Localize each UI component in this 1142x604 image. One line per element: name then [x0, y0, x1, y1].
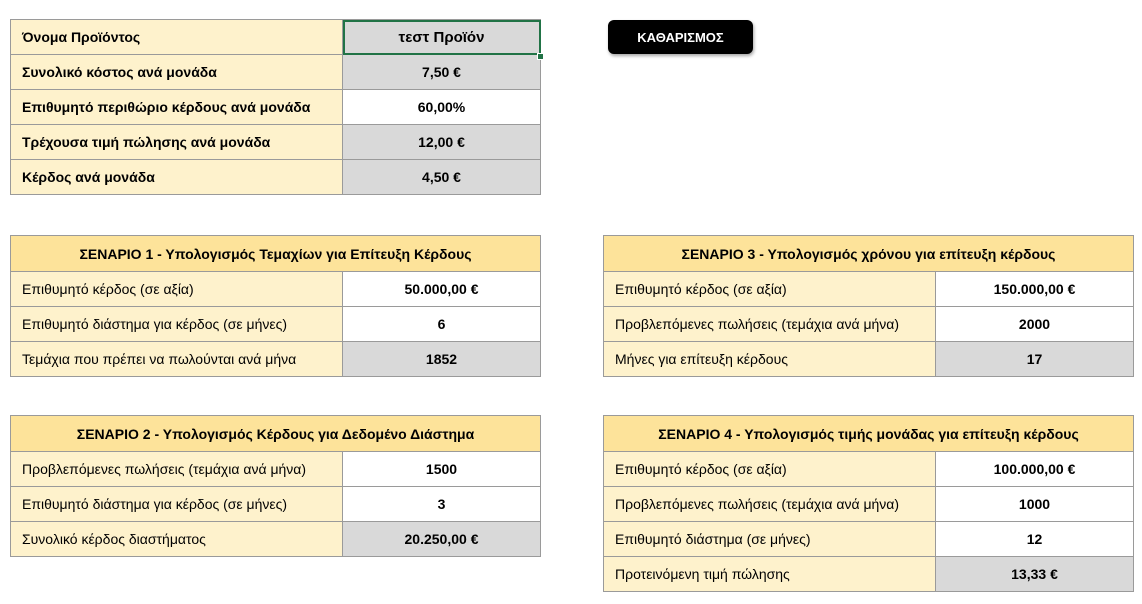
product-table	[10, 19, 541, 195]
s2-value-3[interactable]: 20.250,00 €	[343, 522, 541, 557]
s4-value-3[interactable]: 12	[936, 522, 1134, 557]
unit-cost-label: Συνολικό κόστος ανά μονάδα	[11, 55, 343, 90]
table-row	[11, 307, 541, 342]
s1-label-2: Επιθυμητό διάστημα για κέρδος (σε μήνες)	[11, 307, 343, 342]
s4-label-2: Προβλεπόμενες πωλήσεις (τεμάχια ανά μήνα)	[604, 487, 936, 522]
s4-value-2[interactable]: 1000	[936, 487, 1134, 522]
product-name-cell[interactable]: τεστ Προϊόν	[343, 20, 541, 55]
s2-value-2[interactable]: 3	[343, 487, 541, 522]
s4-value-1[interactable]: 100.000,00 €	[936, 452, 1134, 487]
scenario-3-table	[603, 235, 1134, 377]
unit-profit-cell[interactable]: 4,50 €	[343, 160, 541, 195]
table-row	[604, 342, 1134, 377]
s3-label-3: Μήνες για επίτευξη κέρδους	[604, 342, 936, 377]
table-row	[11, 487, 541, 522]
scenario-2-title: ΣΕΝΑΡΙΟ 2 - Υπολογισμός Κέρδους για Δεδομένο Διάστημα	[11, 416, 541, 452]
s2-label-3: Συνολικό κέρδος διαστήματος	[11, 522, 343, 557]
table-row	[11, 452, 541, 487]
current-price-cell[interactable]: 12,00 €	[343, 125, 541, 160]
s3-value-3[interactable]: 17	[936, 342, 1134, 377]
clear-button[interactable]: ΚΑΘΑΡΙΣΜΟΣ	[608, 20, 753, 54]
table-row	[604, 307, 1134, 342]
s3-label-2: Προβλεπόμενες πωλήσεις (τεμάχια ανά μήνα)	[604, 307, 936, 342]
current-price-label: Τρέχουσα τιμή πώλησης ανά μονάδα	[11, 125, 343, 160]
table-row	[11, 160, 541, 195]
scenario-1-table	[10, 235, 541, 377]
s2-label-1: Προβλεπόμενες πωλήσεις (τεμάχια ανά μήνα)	[11, 452, 343, 487]
table-row	[604, 452, 1134, 487]
table-row	[604, 487, 1134, 522]
margin-label: Επιθυμητό περιθώριο κέρδους ανά μονάδα	[11, 90, 343, 125]
table-row	[11, 90, 541, 125]
scenario-2-table	[10, 415, 541, 557]
s4-label-3: Επιθυμητό διάστημα (σε μήνες)	[604, 522, 936, 557]
product-name-label: Όνομα Προϊόντος	[11, 20, 343, 55]
s1-value-2[interactable]: 6	[343, 307, 541, 342]
fill-handle[interactable]	[537, 53, 544, 60]
table-row	[11, 125, 541, 160]
s1-label-1: Επιθυμητό κέρδος (σε αξία)	[11, 272, 343, 307]
s2-value-1[interactable]: 1500	[343, 452, 541, 487]
table-row	[604, 557, 1134, 592]
table-row	[11, 20, 541, 55]
s3-label-1: Επιθυμητό κέρδος (σε αξία)	[604, 272, 936, 307]
table-row	[11, 55, 541, 90]
margin-cell[interactable]: 60,00%	[343, 90, 541, 125]
scenario-4-table	[603, 415, 1134, 592]
unit-profit-label: Κέρδος ανά μονάδα	[11, 160, 343, 195]
table-row	[604, 272, 1134, 307]
unit-cost-cell[interactable]: 7,50 €	[343, 55, 541, 90]
scenario-3-title: ΣΕΝΑΡΙΟ 3 - Υπολογισμός χρόνου για επίτευξη κέρδους	[604, 236, 1134, 272]
s1-label-3: Τεμάχια που πρέπει να πωλούνται ανά μήνα	[11, 342, 343, 377]
s3-value-2[interactable]: 2000	[936, 307, 1134, 342]
s1-value-1[interactable]: 50.000,00 €	[343, 272, 541, 307]
scenario-1-title: ΣΕΝΑΡΙΟ 1 - Υπολογισμός Τεμαχίων για Επίτευξη Κέρδους	[11, 236, 541, 272]
table-row	[11, 522, 541, 557]
s3-value-1[interactable]: 150.000,00 €	[936, 272, 1134, 307]
table-row	[11, 272, 541, 307]
table-row	[11, 342, 541, 377]
table-row	[604, 522, 1134, 557]
s1-value-3[interactable]: 1852	[343, 342, 541, 377]
s4-value-4[interactable]: 13,33 €	[936, 557, 1134, 592]
s4-label-1: Επιθυμητό κέρδος (σε αξία)	[604, 452, 936, 487]
s4-label-4: Προτεινόμενη τιμή πώλησης	[604, 557, 936, 592]
s2-label-2: Επιθυμητό διάστημα για κέρδος (σε μήνες)	[11, 487, 343, 522]
scenario-4-title: ΣΕΝΑΡΙΟ 4 - Υπολογισμός τιμής μονάδας για επίτευξη κέρδους	[604, 416, 1134, 452]
